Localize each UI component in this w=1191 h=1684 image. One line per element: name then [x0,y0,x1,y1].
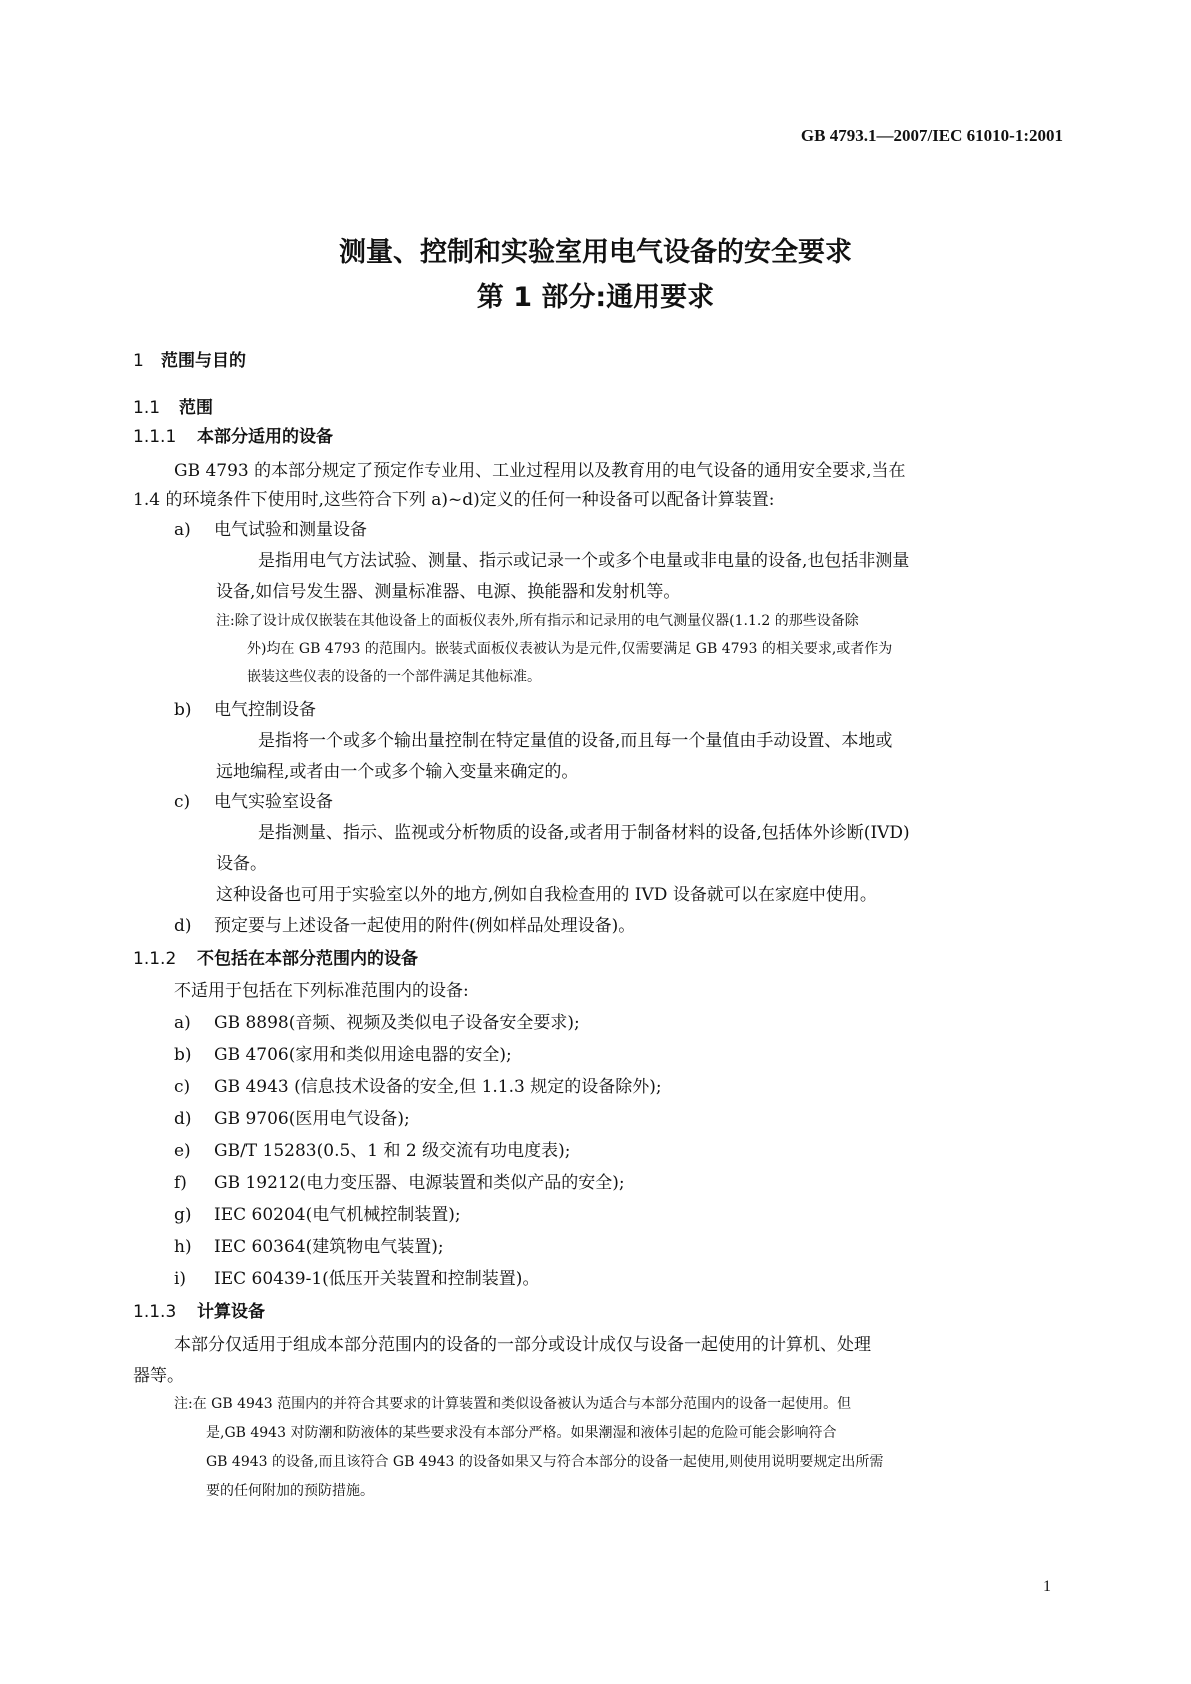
section-number: 1.1.2 [133,949,177,969]
exclusion-intro: 不适用于包括在下列标准范围内的设备: [174,981,469,1001]
list-label: a) [174,520,191,540]
list-label: d) [174,1109,192,1129]
document-title-line1: 测量、控制和实验室用电气设备的安全要求 [339,237,852,268]
page-number: 1 [1043,1578,1051,1595]
list-text: GB 4943 (信息技术设备的安全,但 1.1.3 规定的设备除外); [214,1077,662,1097]
list-label: h) [174,1237,192,1257]
document-title-line2: 第 1 部分:通用要求 [476,282,715,313]
section-1-heading [133,346,246,371]
standard-code: GB 4793.1—2007/IEC 61010-1:2001 [800,126,1063,145]
exclusion-item [174,1264,539,1289]
section-1-1-2-heading [133,944,418,969]
intro-paragraph-line2: 1.4 的环境条件下使用时,这些符合下列 a)~d)定义的任何一种设备可以配备计算装置: [133,490,775,510]
exclusion-item [174,1136,571,1161]
item-b-line2: 远地编程,或者由一个或多个输入变量来确定的。 [216,762,579,782]
list-label: c) [174,1077,191,1097]
section-label: 范围 [179,398,213,418]
calc-paragraph-line1: 本部分仅适用于组成本部分范围内的设备的一部分或设计成仅与设备一起使用的计算机、处理 [174,1335,871,1355]
list-label: c) [174,792,191,812]
note-c-line1: 注:在 GB 4943 范围内的并符合其要求的计算装置和类似设备被认为适合与本部分范围内的设备一起使用。但 [174,1396,852,1412]
note-a-line2: 外)均在 GB 4793 的范围内。嵌装式面板仪表被认为是元件,仅需要满足 GB 4793 的相关要求,或者作为 [247,641,893,657]
note-c-line3: GB 4943 的设备,而且该符合 GB 4943 的设备如果又与符合本部分的设备一起使用,则使用说明要规定出所需 [206,1454,884,1470]
exclusion-item [174,1104,410,1129]
section-label: 范围与目的 [161,351,246,371]
note-a-line1: 注:除了设计成仅嵌装在其他设备上的面板仪表外,所有指示和记录用的电气测量仪器(1.1.2 的那些设备除 [216,613,859,629]
section-label: 计算设备 [197,1302,265,1322]
list-text: GB/T 15283(0.5、1 和 2 级交流有功电度表); [214,1141,571,1161]
list-title: 电气控制设备 [214,700,316,720]
list-text: IEC 60439-1(低压开关装置和控制装置)。 [214,1269,540,1289]
list-label: a) [174,1013,191,1033]
list-item-b-heading [174,695,316,720]
section-number: 1.1.1 [133,427,177,447]
section-1-1-3-heading [133,1297,265,1322]
list-label: d) [174,916,192,936]
list-text: IEC 60364(建筑物电气装置); [214,1237,444,1257]
item-a-line2: 设备,如信号发生器、测量标准器、电源、换能器和发射机等。 [216,582,681,602]
item-c-line2: 设备。 [216,854,267,874]
exclusion-item [174,1040,512,1065]
section-number: 1 [133,351,144,371]
section-label: 本部分适用的设备 [197,427,333,447]
list-item-c-heading [174,787,333,812]
section-1-1-heading [133,393,213,418]
list-label: b) [174,700,192,720]
list-item-a-heading [174,515,367,540]
note-c-line2: 是,GB 4943 对防潮和防液体的某些要求没有本部分严格。如果潮湿和液体引起的危险可能会影响符合 [206,1425,837,1441]
item-a-line1: 是指用电气方法试验、测量、指示或记录一个或多个电量或非电量的设备,也包括非测量 [258,551,910,571]
list-text: GB 8898(音频、视频及类似电子设备安全要求); [214,1013,580,1033]
list-text: GB 19212(电力变压器、电源装置和类似产品的安全); [214,1173,625,1193]
section-1-1-1-heading [133,422,333,447]
section-number: 1.1 [133,398,161,418]
list-label: b) [174,1045,192,1065]
section-label: 不包括在本部分范围内的设备 [197,949,418,969]
list-text: GB 4706(家用和类似用途电器的安全); [214,1045,512,1065]
exclusion-item [174,1072,662,1097]
exclusion-item [174,1232,444,1257]
list-title: 电气试验和测量设备 [214,520,367,540]
note-a-line3: 嵌装这些仪表的设备的一个部件满足其他标准。 [247,669,541,685]
exclusion-item [174,1008,580,1033]
item-c-line1: 是指测量、指示、监视或分析物质的设备,或者用于制备材料的设备,包括体外诊断(IVD) [258,823,910,843]
exclusion-item [174,1168,625,1193]
item-b-line1: 是指将一个或多个输出量控制在特定量值的设备,而且每一个量值由手动设置、本地或 [258,731,893,751]
list-label: e) [174,1141,191,1161]
list-title: 预定要与上述设备一起使用的附件(例如样品处理设备)。 [214,916,636,936]
list-item-d-heading [174,911,635,936]
section-number: 1.1.3 [133,1302,177,1322]
list-title: 电气实验室设备 [214,792,333,812]
list-text: GB 9706(医用电气设备); [214,1109,410,1129]
exclusion-item [174,1200,461,1225]
intro-paragraph-line1: GB 4793 的本部分规定了预定作专业用、工业过程用以及教育用的电气设备的通用安全要求,当在 [174,461,906,481]
list-text: IEC 60204(电气机械控制装置); [214,1205,461,1225]
item-c-line3: 这种设备也可用于实验室以外的地方,例如自我检查用的 IVD 设备就可以在家庭中使用。 [216,885,877,905]
list-label: f) [174,1173,187,1193]
note-c-line4: 要的任何附加的预防措施。 [206,1483,374,1499]
list-label: g) [174,1205,192,1225]
calc-paragraph-line2: 器等。 [133,1366,184,1386]
list-label: i) [174,1269,187,1289]
